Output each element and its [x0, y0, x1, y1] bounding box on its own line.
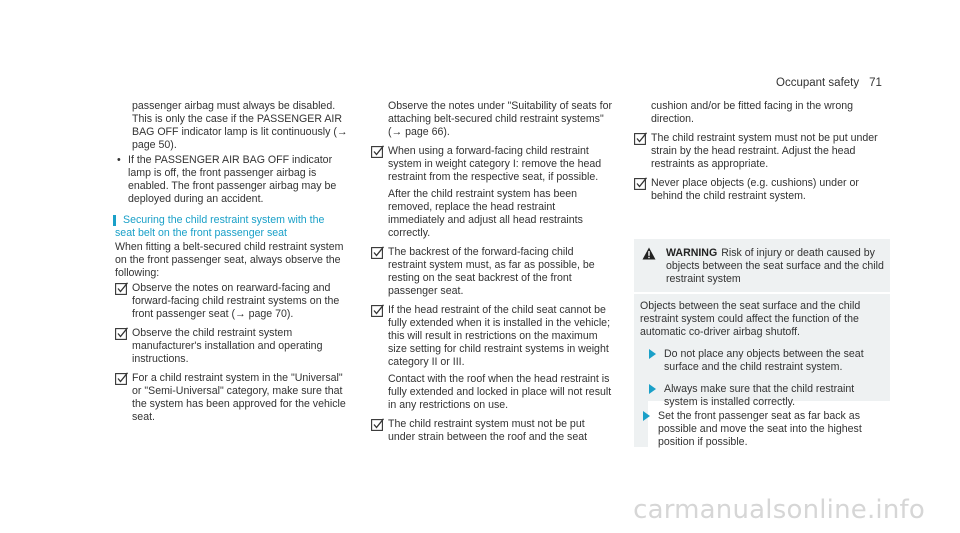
checkbox-tick-icon	[115, 327, 128, 340]
checklist-text: If the head restraint of the child seat cannot be fully extended when it is installed in the vehicle; this will result in restrictions on the maximum size setting for child restraint systems in weight category II or III.	[388, 304, 611, 368]
checklist-item	[634, 177, 884, 203]
checklist-extra: After the child restraint system has been removed, replace the head restraint immediately and adjust all head restraints correctly.	[388, 188, 583, 239]
checklist-item	[115, 282, 353, 321]
checklist-text: Observe the notes on rearward-facing and forward-facing child restraint systems on the front passenger seat (→ page 70).	[132, 282, 340, 320]
warning-box	[634, 239, 890, 408]
checklist-text: Observe the child restraint system manufacturer's installation and operating instructions.	[132, 327, 323, 365]
checkbox-tick-icon	[371, 418, 384, 431]
checklist-item	[371, 418, 613, 444]
checklist-text: The child restraint system must not be put under strain between the roof and the seat	[388, 418, 588, 443]
checklist-text: The child restraint system must not be put under strain by the head restraint. Adjust the head restraints as appropriate.	[651, 132, 878, 170]
step-arrow-icon	[643, 411, 650, 421]
section-title: Occupant safety	[776, 77, 860, 89]
checkbox-tick-icon	[115, 372, 128, 385]
step-arrow-icon	[649, 349, 656, 359]
bullet-dot-icon: •	[117, 154, 121, 166]
checklist-item	[115, 327, 353, 366]
checklist-item	[115, 372, 353, 424]
warning-label: WARNING	[666, 247, 718, 259]
bullet-item	[115, 154, 353, 206]
section-heading	[115, 214, 353, 240]
heading-bar-icon	[113, 215, 116, 226]
paragraph-continued: passenger airbag must always be disabled. This is only the case if the PASSENGER AIR BAG OFF indicator lamp is lit continuously (→ page 50).	[132, 100, 348, 151]
warning-step	[640, 348, 884, 374]
checklist-item	[634, 132, 884, 171]
checkbox-tick-icon	[115, 282, 128, 295]
warning-title: Risk of injury or death caused by objects between the seat surface and the child restraint system	[666, 247, 884, 285]
action-text: Set the front passenger seat as far back as possible and move the seat into the highest position if possible.	[658, 410, 862, 448]
intro-text: Observe the notes under "Suitability of seats for attaching belt-secured child restraint systems" (→ page 66).	[388, 100, 612, 138]
checklist-item	[371, 246, 613, 298]
checklist-item	[371, 304, 613, 412]
page-header	[776, 77, 882, 89]
heading-line-1: Securing the child restraint system with the	[123, 214, 325, 226]
watermark: carmanualsonline.info	[633, 495, 925, 525]
heading-line-2: seat belt on the front passenger seat	[115, 227, 287, 239]
warning-body	[634, 294, 890, 409]
checkbox-tick-icon	[634, 177, 647, 190]
warning-triangle-icon	[642, 247, 656, 260]
warning-text: Objects between the seat surface and the child restraint system could affect the function of the automatic co-driver airbag shutoff.	[640, 300, 861, 338]
checklist-text: When using a forward-facing child restraint system in weight category I: remove the head restraint from the respective seat, if possible.	[388, 145, 602, 183]
checkbox-tick-icon	[371, 145, 384, 158]
page-number: 71	[869, 77, 882, 89]
action-stripe	[634, 401, 648, 447]
intro-text: When fitting a belt-secured child restraint system on the front passenger seat, always observe the following:	[115, 241, 344, 279]
checklist-text: The backrest of the forward-facing child restraint system must, as far as possible, be resting on the seat backrest of the front passenger seat.	[388, 246, 595, 297]
column-1	[115, 100, 353, 424]
step-text: Do not place any objects between the seat surface and the child restraint system.	[664, 348, 864, 373]
checklist-item	[371, 145, 613, 240]
checkbox-tick-icon	[371, 304, 384, 317]
checklist-text: Never place objects (e.g. cushions) under or behind the child restraint system.	[651, 177, 859, 202]
bullet-text: If the PASSENGER AIR BAG OFF indicator lamp is off, the front passenger airbag is enabled. The front passenger airbag may be deployed during an accident.	[128, 154, 337, 205]
step-arrow-icon	[649, 384, 656, 394]
action-step	[634, 401, 890, 447]
step-text: Always make sure that the child restraint system is installed correctly.	[664, 383, 855, 408]
checkbox-tick-icon	[634, 132, 647, 145]
checklist-extra: Contact with the roof when the head restraint is fully extended and locked in place will not result in any restrictions on use.	[388, 373, 612, 411]
checklist-text: For a child restraint system in the "Universal" or "Semi-Universal" category, make sure that the system has been approved for the vehicle seat.	[132, 372, 346, 423]
warning-header	[634, 239, 890, 292]
column-3	[634, 100, 884, 203]
column-2	[371, 100, 613, 444]
paragraph-continued: cushion and/or be fitted facing in the wrong direction.	[651, 100, 854, 125]
checkbox-tick-icon	[371, 246, 384, 259]
